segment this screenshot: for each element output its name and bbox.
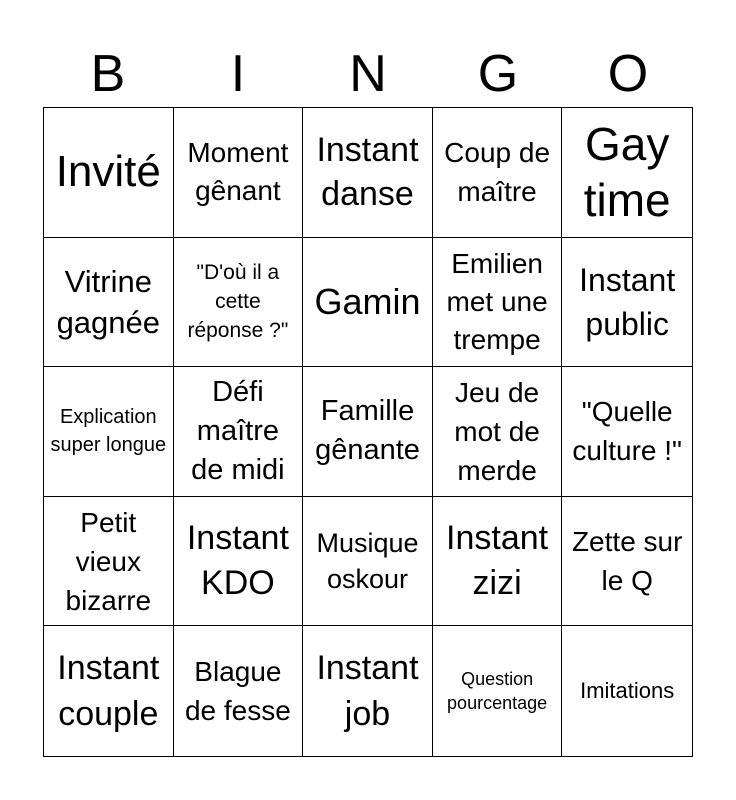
bingo-cell[interactable]: [562, 626, 692, 756]
bingo-cell-label: Explication super longue: [50, 406, 167, 457]
bingo-cell[interactable]: [174, 626, 304, 756]
bingo-cell-label: Blague de fesse: [184, 656, 291, 727]
bingo-cell[interactable]: [303, 626, 433, 756]
bingo-cell-label: Instant couple: [57, 649, 160, 734]
bingo-cell[interactable]: [44, 497, 174, 627]
bingo-cell[interactable]: [174, 497, 304, 627]
bingo-cell[interactable]: [44, 238, 174, 368]
bingo-cell-label: Gay time: [583, 118, 671, 227]
bingo-cell[interactable]: [303, 108, 433, 238]
bingo-cell-label: Instant KDO: [186, 519, 289, 603]
bingo-cell[interactable]: [44, 367, 174, 497]
bingo-cell-label: Imitations: [580, 678, 675, 704]
header-letter-i: I: [230, 45, 246, 103]
bingo-cell-label: Instant public: [579, 261, 676, 342]
bingo-cell-label: Gamin: [314, 280, 421, 322]
bingo-cell-label: Instant job: [316, 649, 419, 734]
bingo-cell[interactable]: [174, 108, 304, 238]
bingo-header: [43, 40, 693, 108]
bingo-cell[interactable]: [44, 626, 174, 756]
bingo-cell-label: Instant danse: [316, 131, 419, 214]
bingo-cell[interactable]: [174, 238, 304, 368]
bingo-cell[interactable]: [174, 367, 304, 497]
bingo-cell-label: Défi maître de midi: [191, 375, 285, 486]
bingo-cell-label: Question pourcentage: [447, 669, 548, 714]
bingo-cell[interactable]: [562, 108, 692, 238]
bingo-cell-label: "D'où il a cette réponse ?": [187, 261, 289, 343]
bingo-cell[interactable]: [433, 626, 563, 756]
bingo-cell-label: "Quelle culture !": [572, 396, 682, 467]
bingo-grid: [43, 107, 693, 757]
bingo-cell[interactable]: [433, 238, 563, 368]
bingo-cell[interactable]: [433, 108, 563, 238]
header-letter-g: G: [477, 45, 519, 103]
bingo-cell-label: Emilien met une trempe: [446, 247, 548, 355]
bingo-cell-label: Zette sur le Q: [571, 526, 683, 597]
header-letter-o: O: [607, 45, 649, 103]
bingo-cell[interactable]: [433, 367, 563, 497]
bingo-cell[interactable]: [44, 108, 174, 238]
header-letter-n: N: [349, 45, 387, 103]
bingo-cell-label: Instant zizi: [446, 519, 549, 603]
bingo-cell-label: Vitrine gagnée: [56, 263, 161, 340]
bingo-cell-label: Musique oskour: [316, 528, 419, 595]
bingo-cell[interactable]: [433, 497, 563, 627]
bingo-cell[interactable]: [562, 497, 692, 627]
bingo-cell[interactable]: [303, 497, 433, 627]
bingo-cell[interactable]: [303, 367, 433, 497]
bingo-cell-label: Petit vieux bizarre: [65, 506, 152, 616]
bingo-cell[interactable]: [303, 238, 433, 368]
bingo-cell-label: Famille gênante: [315, 395, 420, 467]
bingo-cell[interactable]: [562, 238, 692, 368]
header-letter-b: B: [90, 45, 126, 103]
bingo-cell-label: Coup de maître: [444, 137, 551, 208]
bingo-cell-label: Moment gênant: [187, 137, 289, 207]
bingo-cell-label: Jeu de mot de merde: [454, 376, 540, 486]
bingo-cell-label: Invité: [55, 147, 161, 197]
bingo-cell[interactable]: [562, 367, 692, 497]
